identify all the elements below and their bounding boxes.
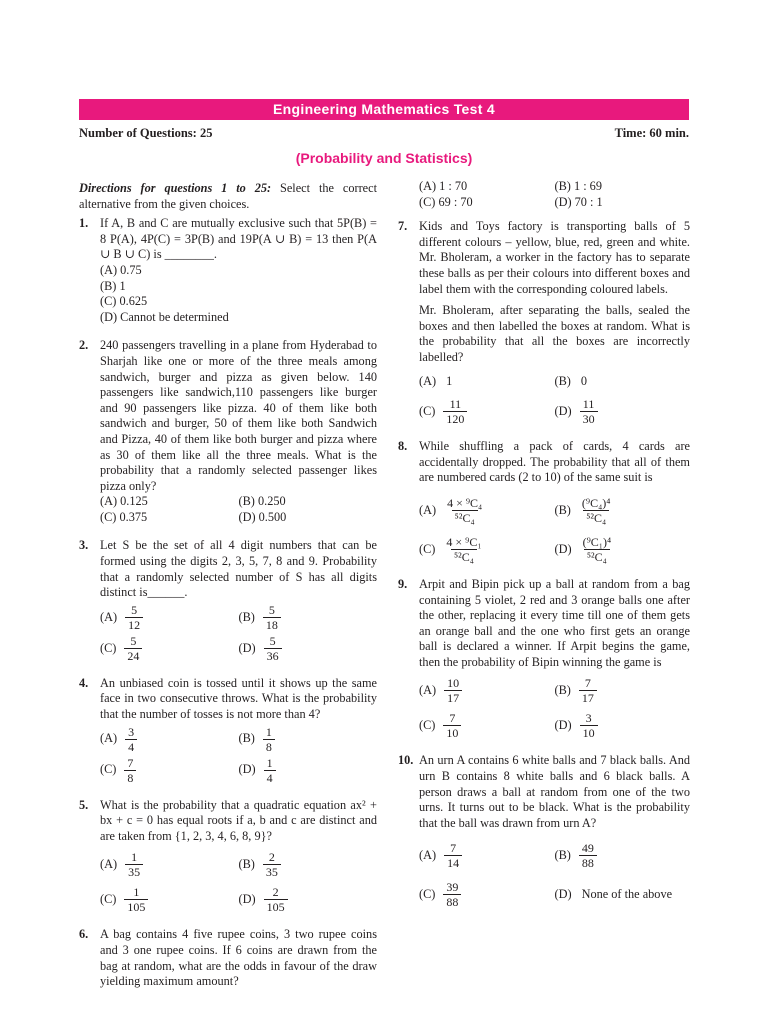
denominator: 8 [263,739,275,754]
question-text: An urn A contains 6 white balls and 7 black balls. And urn B contains 8 white balls and 6 black balls. A person draws a ball at random from one of the two urns. It turns out to be black. What is the probability that the ball was drawn from urn A? [419,753,690,830]
options [100,603,377,663]
question-number: 2. [79,338,89,353]
time-limit: Time: 60 min. [614,126,689,140]
option [100,263,377,279]
fraction [263,850,281,879]
option-label: (B) [554,502,571,517]
options [100,850,377,914]
fraction [580,535,615,564]
denominator: ⁵²C₄ [584,549,610,564]
option-label: (C) [419,718,436,733]
question-7 [398,219,690,426]
numerator: (⁹C₁)⁴ [582,534,612,549]
numerator: 2 [268,850,275,865]
option-label: (B) [554,373,571,388]
options [100,725,377,785]
option-label: (D) [238,762,256,777]
option [555,535,691,564]
option [419,195,555,211]
numerator: 7 [127,755,134,770]
fraction [443,880,461,909]
option-row [419,397,690,426]
option-text: (C) 69 : 70 [419,194,473,209]
option [419,676,555,705]
denominator: 17 [579,690,597,705]
option-row [419,195,690,211]
denominator: 8 [124,770,136,785]
fraction [264,885,288,914]
question-1 [79,216,377,325]
option [100,310,377,326]
option-value: None of the above [581,887,673,902]
option-label: (C) [100,762,117,777]
option [419,711,555,740]
test-title: Engineering Mathematics Test 4 [273,101,495,117]
fraction [443,535,484,564]
option [100,510,239,526]
fraction [579,841,597,870]
option [555,676,691,705]
option [100,494,239,510]
question-text: While shuffling a pack of cards, 4 cards are accidentally dropped. The probability that all of them are numbered cards (2 to 10) of the same suit is [419,439,690,485]
fraction [264,634,282,663]
options [419,676,690,740]
option [419,535,555,564]
question-number: 6. [79,927,89,942]
option [239,634,378,663]
option [555,887,691,903]
question-text: Let S be the set of all 4 digit numbers that can be formed using the digits 2, 3, 5, 7, 8 and 9. Probability that a randomly selected number of S has all digits distinct is______. [100,538,377,600]
option [419,397,555,426]
denominator: 105 [124,899,148,914]
option-text: (D) 0.500 [238,509,287,524]
fraction [124,885,148,914]
options [100,263,377,325]
fraction [579,676,597,705]
numerator: 11 [449,397,462,412]
denominator: 30 [580,411,598,426]
option-label: (A) [419,848,437,863]
numerator: 5 [269,633,276,648]
options [100,494,377,525]
option-label: (A) [419,502,437,517]
option-text: (A) 0.75 [100,262,142,277]
option [239,510,378,526]
numerator: 1 [131,850,138,865]
option [239,603,378,632]
option-text: (D) 70 : 1 [554,194,603,209]
option [239,850,378,879]
fraction [580,397,598,426]
denominator: 18 [263,617,281,632]
fraction [125,850,143,879]
directions [79,181,377,212]
option-row [100,885,377,914]
option [239,756,378,785]
question-number: 1. [79,216,89,231]
numerator: 1 [133,885,140,900]
fraction [263,725,275,754]
numerator: 39 [446,880,459,895]
denominator: 17 [444,690,462,705]
option-text: (B) 0.250 [238,494,286,509]
fraction [263,603,281,632]
fraction [444,841,462,870]
options [419,179,690,210]
option [419,880,555,909]
denominator: 120 [443,411,467,426]
denominator: 24 [124,648,142,663]
option [100,279,377,295]
question-text: Arpit and Bipin pick up a ball at random from a bag containing 5 violet, 2 red and 3 orange balls one after the other, replacing it every time till one of them gets an orange ball and the one who first gets an orange ball is declared a winner. If Arpit begins the game, then the probability of Bipin winning the game is [419,576,690,669]
option-row [419,179,690,195]
option [419,496,555,525]
denominator: 10 [443,725,461,740]
denominator: 35 [263,864,281,879]
fraction [444,676,462,705]
option-label: (D) [554,887,572,902]
option [555,397,691,426]
question-10 [398,753,690,909]
fraction [443,711,461,740]
question-3 [79,538,377,662]
option [239,725,378,754]
option [100,850,239,879]
option-label: (B) [554,683,571,698]
option [419,374,555,390]
option-label: (A) [419,683,437,698]
fraction [125,725,137,754]
fraction [124,634,142,663]
option-text: (B) 1 [100,278,126,293]
option-label: (A) [100,609,118,624]
option-label: (D) [238,640,256,655]
denominator: 4 [264,770,276,785]
question-9 [398,577,690,741]
numerator: 7 [450,841,457,856]
options [419,374,690,427]
numerator: 7 [584,676,591,691]
option-text: (D) Cannot be determined [100,309,229,324]
question-4 [79,676,377,785]
option [555,711,691,740]
question-count: Number of Questions: 25 [79,126,213,140]
option [419,841,555,870]
option-label: (A) [419,373,437,388]
denominator: 10 [580,725,598,740]
option-row [419,676,690,705]
option-row [100,603,377,632]
question-number: 7. [398,219,408,234]
option-row [419,496,690,525]
question-6-options [398,179,690,210]
question-number: 4. [79,675,89,690]
fraction [264,756,276,785]
option-row [100,510,377,526]
numerator: 1 [266,755,273,770]
option-label: (D) [554,403,572,418]
question-number: 10. [398,753,414,768]
option-label: (C) [100,892,117,907]
option [419,179,555,195]
numerator: 4 × ⁹C₄ [447,495,483,510]
question-text: If A, B and C are mutually exclusive such that 5P(B) = 8 P(A), 4P(C) = 3P(B) and 19P(A ∪ B) = 13 then P(A ∪ B ∪ C) is ________. [100,216,377,262]
question-text: 240 passengers travelling in a plane from Hyderabad to Sharjah like one or more of the three meals among sandwich, burger and pizza as given below. 140 passengers like sandwich,110 passengers like burger and 90 passengers like pizza. 40 of them like both sandwich and burger, 50 of them like both Sandwich and Pizza, 40 of them like both burger and pizza where as 30 of them like all the three meals. What is the probability that a randomly selected passenger likes pizza only? [100,338,377,493]
test-title-bar [79,99,689,120]
option-label: (D) [554,718,572,733]
numerator: 4 × ⁹C₁ [446,534,482,549]
option-row [419,841,690,870]
option-label: (B) [554,848,571,863]
option [239,885,378,914]
option [100,756,239,785]
option-row [419,880,690,909]
option-label: (B) [238,609,255,624]
option [555,195,691,211]
question-number: 8. [398,439,408,454]
option-value: 0 [580,373,588,388]
question-text-continued: Mr. Bholeram, after separating the balls, sealed the boxes and then labelled the boxes at random. What is the probability that all the boxes are incorrectly labelled? [419,303,690,364]
option [555,496,691,525]
fraction [443,397,467,426]
question-text: A bag contains 4 five rupee coins, 3 two rupee coins and 3 one rupee coins. If 6 coins are drawn from the bag at random, what are the odds in favour of the draw yielding maximum amount? [100,927,377,989]
test-subtitle: (Probability and Statistics) [295,150,473,166]
option-row [100,725,377,754]
option-row [419,711,690,740]
denominator: ⁵²C₄ [451,549,477,564]
question-number: 3. [79,538,89,553]
denominator: ⁵²C₄ [583,510,609,525]
question-5 [79,798,377,915]
numerator: 49 [581,841,594,856]
option-text: (A) 0.125 [100,494,148,509]
option-label: (B) [238,731,255,746]
left-column [79,181,377,990]
numerator: 10 [447,676,460,691]
option-text: (A) 1 : 70 [419,179,468,193]
denominator: 35 [125,864,143,879]
option [100,725,239,754]
right-column [398,181,690,922]
denominator: 4 [125,739,137,754]
option-label: (A) [100,731,118,746]
option [100,634,239,663]
options [419,496,690,564]
options [419,841,690,909]
fraction [124,756,136,785]
option-row [100,494,377,510]
option-label: (A) [100,857,118,872]
numerator: 3 [128,724,135,739]
option [239,494,378,510]
question-text: An unbiased coin is tossed until it shows up the same face in two consecutive throws. What is the probability that the number of tosses is not more than 4? [100,675,377,722]
denominator: 12 [125,617,143,632]
numerator: 5 [130,633,137,648]
denominator: 88 [579,855,597,870]
question-2 [79,338,377,525]
denominator: ⁵²C₄ [452,510,478,525]
fraction [125,603,143,632]
option-row [100,756,377,785]
option [555,179,691,195]
option-row [419,535,690,564]
numerator: 3 [585,711,592,726]
denominator: 36 [264,648,282,663]
denominator: 14 [444,855,462,870]
fraction [444,496,485,525]
option-text: (C) 0.375 [100,509,148,524]
option-value: 1 [446,373,453,388]
option-label: (C) [419,541,436,556]
question-8 [398,439,690,564]
option-label: (C) [419,887,436,902]
numerator: 11 [582,397,595,412]
option [100,885,239,914]
numerator: 2 [272,885,279,900]
option-label: (C) [419,403,436,418]
option-row [100,850,377,879]
option-row [100,634,377,663]
option [555,374,691,390]
option-row [100,294,377,325]
option [555,841,691,870]
option-label: (B) [238,857,255,872]
fraction [580,711,598,740]
option-label: (D) [238,892,256,907]
option [100,294,377,310]
option-row [100,263,377,294]
question-number: 5. [79,797,89,812]
option [100,603,239,632]
directions-text: Select the correct alternative from the given choices. [79,181,377,211]
option-row [419,374,690,390]
option-text: (C) 0.625 [100,294,148,309]
question-text: Kids and Toys factory is transporting balls of 5 different colours – yellow, blue, red, green and white. Mr. Bholeram, a worker in the factory has to separate these balls as per their colours into different boxes and label them with the corresponding coloured labels. [419,219,690,296]
numerator: (⁹C₄)⁴ [581,495,611,510]
fraction [579,496,614,525]
question-6 [79,927,377,989]
option-label: (D) [554,541,572,556]
numerator: 5 [131,602,138,617]
denominator: 105 [264,899,288,914]
numerator: 5 [268,602,275,617]
option-text: (B) 1 : 69 [554,179,602,193]
question-number: 9. [398,576,408,591]
denominator: 88 [443,894,461,909]
question-text: What is the probability that a quadratic equation ax² + bx + c = 0 has equal roots if a, b and c are distinct and are taken from {1, 2, 3, 4, 6, 8, 9}? [100,797,377,843]
numerator: 1 [265,724,272,739]
option-label: (C) [100,640,117,655]
numerator: 7 [449,711,456,726]
directions-label: Directions for questions 1 to 25: [79,181,272,195]
